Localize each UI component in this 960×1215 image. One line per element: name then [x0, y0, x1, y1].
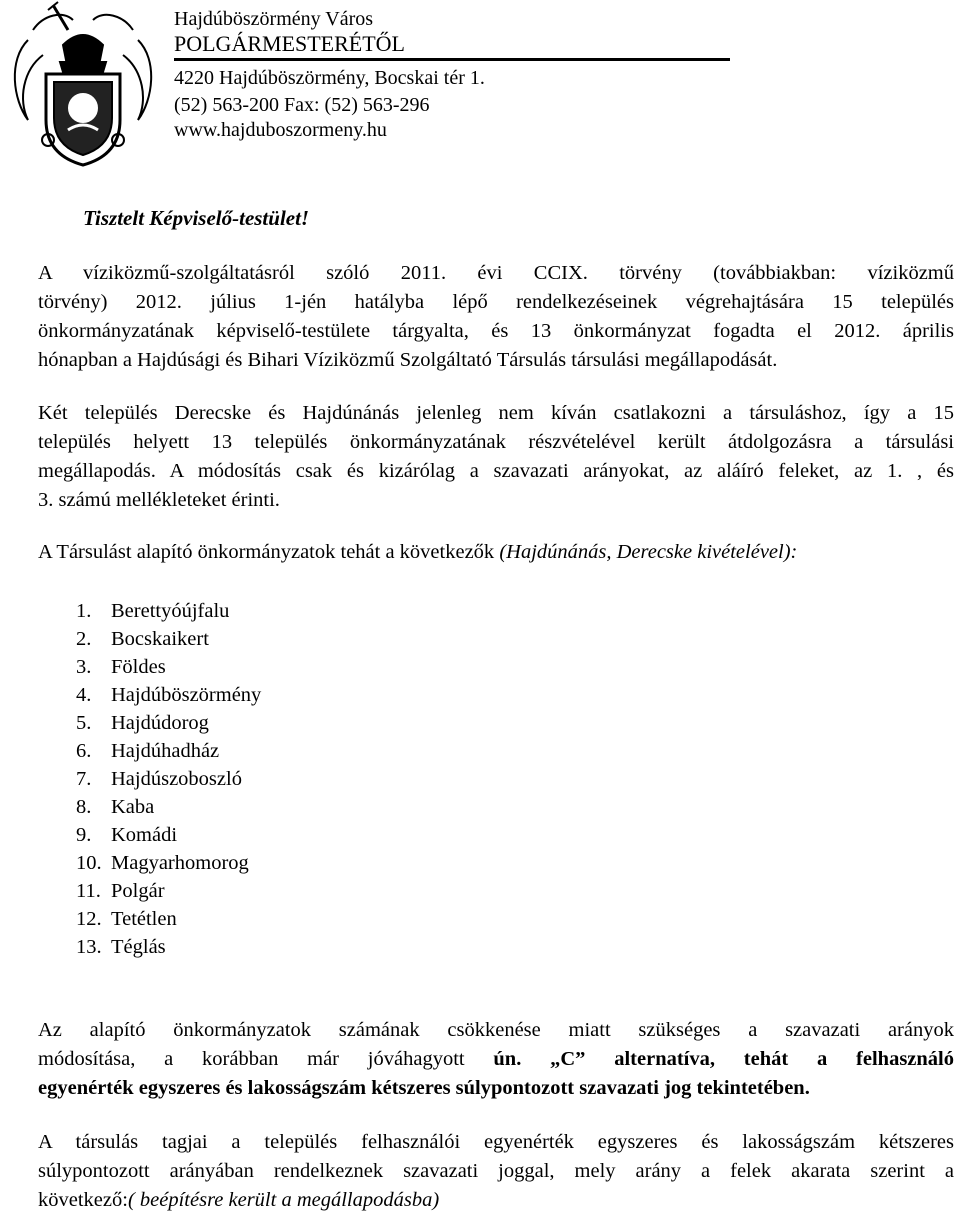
list-number: 13. — [76, 936, 102, 958]
text-line: A Társulást alapító önkormányzatok tehát a következők — [38, 541, 495, 563]
member-list — [76, 597, 261, 961]
text-line: Az alapító önkormányzatok számának csökkenése miatt szükséges a szavazati arányok — [38, 1019, 954, 1041]
list-item — [76, 877, 261, 905]
city-name: Hajdúböszörmény Város — [174, 8, 374, 30]
list-item — [76, 597, 261, 625]
letterhead — [174, 6, 734, 143]
member-name: Polgár — [111, 880, 165, 902]
plain-text: módosítása, a korábban már jóváhagyott — [38, 1048, 465, 1070]
list-number: 6. — [76, 740, 92, 762]
website-link[interactable]: www.hajduboszormeny.hu — [174, 119, 387, 141]
greeting: Tisztelt Képviselő-testület! — [83, 206, 310, 230]
paragraph-1 — [38, 259, 954, 375]
list-item — [76, 933, 261, 961]
italic-note: ( beépítésre került a megállapodásba) — [127, 1189, 440, 1211]
member-name: Bocskaikert — [111, 628, 209, 650]
bold-text: egyenérték egyszeres és lakosságszám kétszeres súlypontozott szavazati jog tekintetében. — [38, 1077, 810, 1099]
list-number: 5. — [76, 712, 92, 734]
member-name: Berettyóújfalu — [111, 600, 230, 622]
list-number: 4. — [76, 684, 92, 706]
phone-fax: (52) 563-200 Fax: (52) 563-296 — [174, 94, 430, 116]
plain-text: következő: — [38, 1189, 128, 1211]
list-item — [76, 821, 261, 849]
list-number: 11. — [76, 880, 101, 902]
italic-note: (Hajdúnánás, Derecske kivételével): — [499, 541, 798, 563]
office-title: POLGÁRMESTERÉTŐL — [174, 31, 405, 56]
list-item — [76, 625, 261, 653]
text-line: súlypontozott arányában rendelkeznek szavazati joggal, mely arány a felek akarata szerint a — [38, 1160, 954, 1182]
list-item — [76, 737, 261, 765]
list-item — [76, 681, 261, 709]
member-name: Tetétlen — [111, 908, 177, 930]
address: 4220 Hajdúböszörmény, Bocskai tér 1. — [174, 67, 485, 89]
member-name: Hajdúszoboszló — [111, 768, 242, 790]
header-divider — [174, 58, 730, 61]
member-name: Kaba — [111, 796, 155, 818]
text-line: megállapodás. A módosítás csak és kizárólag a szavazati arányokat, az aláíró feleket, az 1. , és — [38, 460, 954, 482]
paragraph-3 — [38, 538, 954, 567]
coat-of-arms-icon — [8, 0, 158, 170]
list-number: 8. — [76, 796, 92, 818]
member-name: Hajdúböszörmény — [111, 684, 262, 706]
text-line: 3. számú mellékleteket érinti. — [38, 489, 280, 511]
text-line: önkormányzatának képviselő-testülete tárgyalta, és 13 önkormányzat fogadta el 2012. április — [38, 320, 954, 342]
list-item — [76, 849, 261, 877]
list-item — [76, 709, 261, 737]
list-item — [76, 905, 261, 933]
member-name: Téglás — [111, 936, 166, 958]
paragraph-5 — [38, 1128, 954, 1215]
bold-text: ún. „C” alternatíva, tehát a felhasználó — [493, 1048, 954, 1070]
list-item — [76, 793, 261, 821]
text-line: hónapban a Hajdúsági és Bihari Víziközmű Szolgáltató Társulás társulási megállapodását. — [38, 349, 778, 371]
list-number: 7. — [76, 768, 92, 790]
list-item — [76, 765, 261, 793]
list-number: 1. — [76, 600, 92, 622]
paragraph-2 — [38, 399, 954, 515]
text-line — [38, 1074, 954, 1103]
text-line: település helyett 13 település önkormányzatának részvételével került átdolgozásra a társulási — [38, 431, 954, 453]
text-line: A víziközmű-szolgáltatásról szóló 2011. évi CCIX. törvény (továbbiakban: víziközmű — [38, 262, 954, 284]
text-line — [38, 1186, 954, 1215]
text-line: A társulás tagjai a település felhasználói egyenérték egyszeres és lakosságszám kétszeres — [38, 1131, 954, 1153]
text-line: Két település Derecske és Hajdúnánás jelenleg nem kíván csatlakozni a társuláshoz, így a 15 — [38, 402, 954, 424]
list-number: 3. — [76, 656, 92, 678]
member-name: Hajdúhadház — [111, 740, 220, 762]
list-number: 2. — [76, 628, 92, 650]
list-number: 12. — [76, 908, 102, 930]
text-line: törvény) 2012. július 1-jén hatályba lépő rendelkezéseinek végrehajtására 15 település — [38, 291, 954, 313]
text-line — [38, 1045, 954, 1074]
member-name: Hajdúdorog — [111, 712, 209, 734]
list-number: 10. — [76, 852, 102, 874]
list-item — [76, 653, 261, 681]
paragraph-4 — [38, 1016, 954, 1103]
member-name: Magyarhomorog — [111, 852, 249, 874]
member-name: Komádi — [111, 824, 178, 846]
member-name: Földes — [111, 656, 166, 678]
list-number: 9. — [76, 824, 92, 846]
